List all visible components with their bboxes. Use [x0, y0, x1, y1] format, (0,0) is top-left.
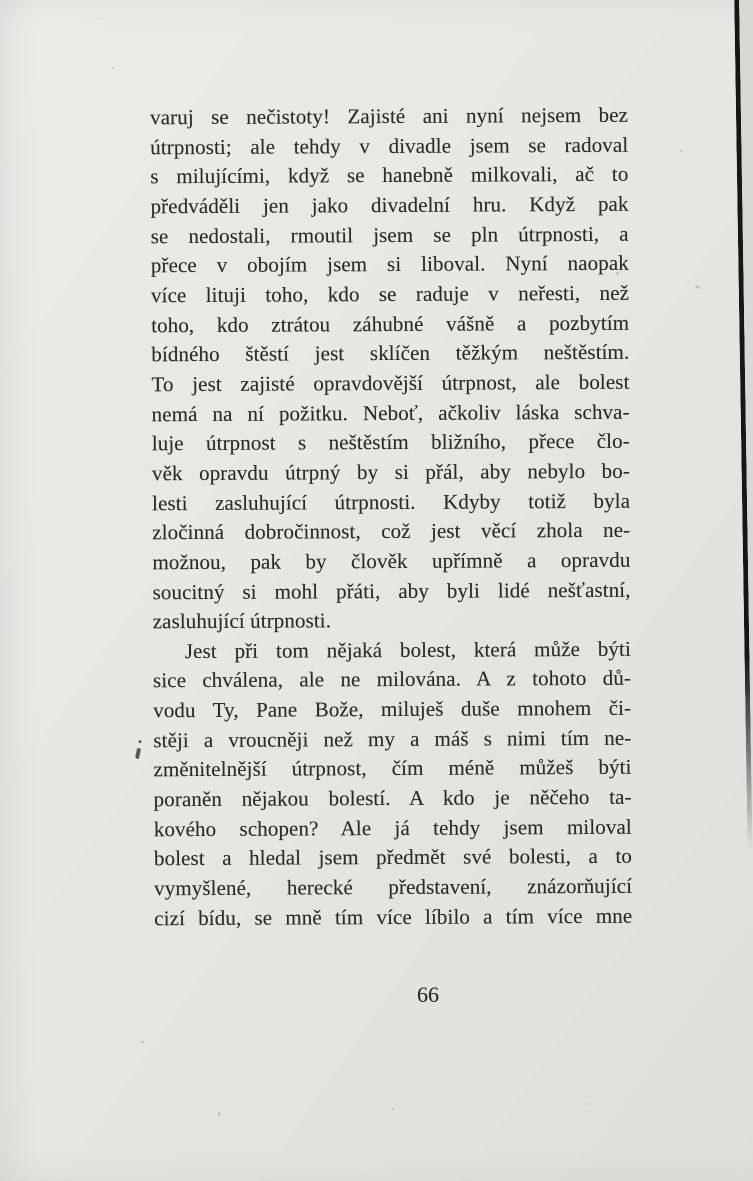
text-line: nemá na ní požitku. Neboť, ačkoliv láska schva-: [151, 399, 630, 426]
text-line: útrpnosti; ale tehdy v divadle jsem se radoval: [150, 132, 629, 159]
text-line: sice chválena, ale ne milována. A z tohoto dů-: [152, 666, 632, 693]
text-block: [150, 101, 632, 934]
text-line: poraněn nějakou bolestí. A kdo je něčeho ta-: [153, 784, 632, 812]
paper-speck: [695, 285, 700, 290]
paper-speck: [616, 272, 619, 275]
ink-mark-margin: [135, 748, 141, 760]
text-line: zločinná dobročinnost, což jest věcí zhola ne-: [152, 517, 631, 545]
text-line: se nedostali, rmoutil jsem se pln útrpnosti, a: [150, 221, 629, 248]
text-line: bídného štěstí jest sklíčen těžkým neštěstím.: [151, 339, 630, 367]
paper-speck: [141, 1041, 144, 1043]
paper-speck: [585, 1103, 587, 1105]
text-line: předváděli jen jako divadelní hru. Když pak: [150, 191, 629, 219]
text-line: stěji a vroucněji než my a máš s nimi tím ne-: [153, 725, 632, 753]
paper-speck: [680, 150, 682, 152]
text-line: věk opravdu útrpný by si přál, aby nebylo bo-: [151, 458, 630, 486]
text-line: vodu Ty, Pane Bože, miluješ duše mnohem či-: [153, 695, 632, 723]
text-line: přece v obojím jsem si liboval. Nyní naopak: [150, 251, 629, 278]
text-line: více lituji toho, kdo se raduje v neřesti, než: [150, 280, 630, 308]
paper-speck: [218, 1112, 220, 1116]
text-line: lesti zasluhující útrpnosti. Kdyby totiž byla: [152, 488, 631, 515]
text-line: bolest a hledal jsem předmět své bolesti, a to: [153, 844, 633, 871]
text-line: To jest zajisté opravdovější útrpnost, ale bolest: [151, 369, 630, 397]
paper-speck: [392, 1108, 394, 1110]
text-line: možnou, pak by člověk upřímně a opravdu: [152, 547, 631, 575]
text-line: kového schopen? Ale já tehdy jsem miloval: [153, 814, 632, 841]
text-line-paragraph-start: Jest při tom nějaká bolest, která může býti: [184, 636, 631, 663]
text-line-paragraph-end: zasluhující útrpnosti.: [152, 608, 332, 634]
text-line: cizí bídu, se mně tím více líbilo a tím více mne: [154, 903, 633, 930]
text-line: s milujícími, když se hanebně milkovali, ač to: [150, 162, 629, 189]
text-line: toho, kdo ztrátou záhubné vášně a pozbytím: [151, 310, 630, 337]
paper-speck: [112, 67, 114, 69]
text-line: luje útrpnost s neštěstím bližního, přece člo-: [151, 428, 630, 456]
text-line: soucitný si mohl přáti, aby byli lidé nešťastní,: [152, 577, 631, 604]
page-number: 66: [417, 982, 439, 1007]
text-line: vymyšlené, herecké představení, znázorňující: [154, 873, 633, 901]
text-line: varuj se nečistoty! Zajisté ani nyní nejsem bez: [150, 102, 629, 130]
text-line: změnitelnější útrpnost, čím méně můžeš býti: [153, 755, 632, 782]
